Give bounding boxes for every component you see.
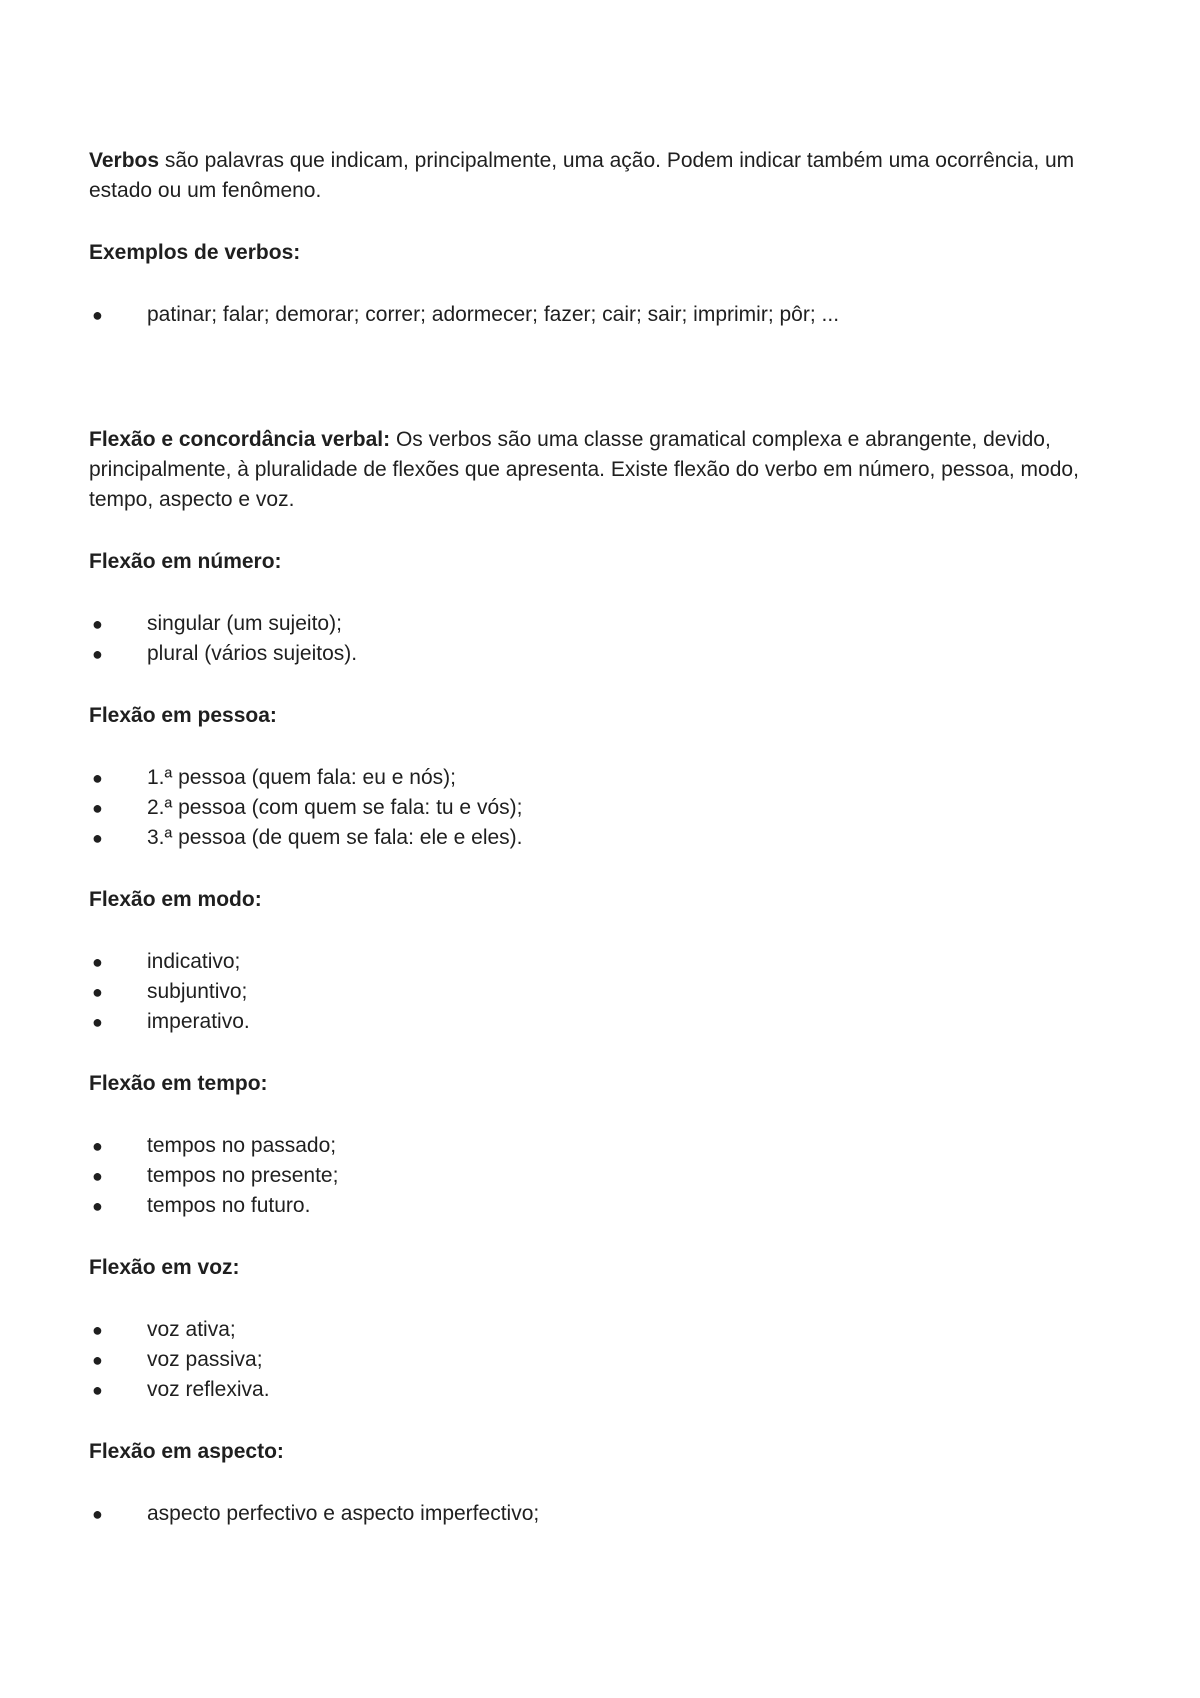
bullet-icon: ● xyxy=(92,1380,103,1400)
modo-list xyxy=(89,947,1119,1037)
list-item: ● subjuntivo; xyxy=(89,977,1119,1007)
bullet-icon: ● xyxy=(92,1504,103,1524)
numero-list xyxy=(89,609,1119,669)
tempo-list xyxy=(89,1131,1119,1221)
aspecto-heading: Flexão em aspecto: xyxy=(89,1440,284,1463)
flexao-intro-term: Flexão e concordância verbal: xyxy=(89,428,391,451)
bullet-icon: ● xyxy=(92,1196,103,1216)
bullet-icon: ● xyxy=(92,644,103,664)
list-item: ● tempos no passado; xyxy=(89,1131,1119,1161)
bullet-icon: ● xyxy=(92,1166,103,1186)
list-item: ● 1.ª pessoa (quem fala: eu e nós); xyxy=(89,763,1119,793)
document-page xyxy=(89,146,1119,1529)
bullet-icon: ● xyxy=(92,305,103,325)
list-item: ● singular (um sujeito); xyxy=(89,609,1119,639)
flexao-intro-paragraph xyxy=(89,425,1119,515)
bullet-icon: ● xyxy=(92,828,103,848)
aspecto-list xyxy=(89,1499,1119,1529)
bullet-icon: ● xyxy=(92,1012,103,1032)
intro-term: Verbos xyxy=(89,149,160,172)
list-item: ● voz passiva; xyxy=(89,1345,1119,1375)
bullet-icon: ● xyxy=(92,952,103,972)
tempo-heading: Flexão em tempo: xyxy=(89,1072,268,1095)
bullet-icon: ● xyxy=(92,768,103,788)
bullet-icon: ● xyxy=(92,1320,103,1340)
bullet-icon: ● xyxy=(92,798,103,818)
bullet-icon: ● xyxy=(92,1136,103,1156)
flexao-intro-text: Os verbos são uma classe gramatical complexa e abrangente, devido, principalmente, à pluralidade de flexões que apresenta. Existe flexão do verbo em número, pessoa, modo, tempo, aspecto e voz. xyxy=(89,428,1079,511)
voz-heading: Flexão em voz: xyxy=(89,1256,240,1279)
examples-list xyxy=(89,300,1119,330)
list-item: ● indicativo; xyxy=(89,947,1119,977)
list-item: ● tempos no presente; xyxy=(89,1161,1119,1191)
voz-list xyxy=(89,1315,1119,1405)
intro-paragraph xyxy=(89,146,1119,206)
numero-heading: Flexão em número: xyxy=(89,550,282,573)
list-item: ● imperativo. xyxy=(89,1007,1119,1037)
pessoa-heading: Flexão em pessoa: xyxy=(89,704,277,727)
pessoa-list xyxy=(89,763,1119,853)
bullet-icon: ● xyxy=(92,614,103,634)
bullet-icon: ● xyxy=(92,982,103,1002)
list-item: ● 3.ª pessoa (de quem se fala: ele e eles). xyxy=(89,823,1119,853)
list-item: ● tempos no futuro. xyxy=(89,1191,1119,1221)
list-item: ● aspecto perfectivo e aspecto imperfectivo; xyxy=(89,1499,1119,1529)
list-item: ● patinar; falar; demorar; correr; adormecer; fazer; cair; sair; imprimir; pôr; ... xyxy=(89,300,1119,330)
list-item: ● 2.ª pessoa (com quem se fala: tu e vós); xyxy=(89,793,1119,823)
examples-heading: Exemplos de verbos: xyxy=(89,241,301,264)
intro-text: são palavras que indicam, principalmente, uma ação. Podem indicar também uma ocorrência, um estado ou um fenômeno. xyxy=(89,149,1075,202)
bullet-icon: ● xyxy=(92,1350,103,1370)
list-item: ● plural (vários sujeitos). xyxy=(89,639,1119,669)
modo-heading: Flexão em modo: xyxy=(89,888,262,911)
list-item: ● voz reflexiva. xyxy=(89,1375,1119,1405)
list-item: ● voz ativa; xyxy=(89,1315,1119,1345)
